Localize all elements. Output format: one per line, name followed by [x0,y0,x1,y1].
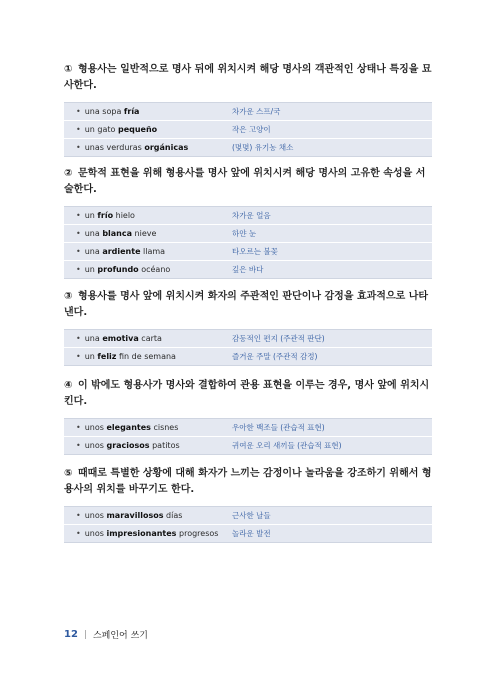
section-text: 형용사를 명사 앞에 위치시켜 화자의 주관적인 판단이나 감정을 효과적으로 나타낸다. [64,291,429,318]
section-number: ② [64,168,73,179]
example-text: unos [84,423,107,432]
example-row [64,120,432,138]
section-number: ③ [64,291,73,302]
example-text: una [84,229,103,238]
section-heading [64,166,432,198]
example-row [64,224,432,242]
spanish-example [64,125,232,134]
example-text: patitos [149,441,180,450]
bullet-icon: • [76,334,81,343]
adjective: feliz [97,352,117,361]
korean-translation: 감동적인 편지 (주관적 판단) [232,334,325,343]
example-text: fin de semana [116,352,176,361]
book-title: 스페인어 쓰기 [92,631,148,641]
section-heading [64,466,432,498]
example-text: carta [138,334,162,343]
example-text: un [84,265,98,274]
section-heading [64,289,432,321]
bullet-icon: • [76,143,81,152]
example-text: océano [138,265,171,274]
example-row [64,103,432,120]
example-text: unos [84,441,107,450]
example-text: un [84,352,98,361]
korean-translation: 우아한 백조들 (관습적 표현) [232,423,325,432]
bullet-icon: • [76,229,81,238]
example-text: progresos [176,529,219,538]
korean-translation: 즐거운 주말 (주관적 감정) [232,352,318,361]
spanish-example [64,334,232,343]
adjective: fría [123,107,140,116]
example-text: unas verduras [84,143,145,152]
section-4 [64,378,432,455]
section-text: 때때로 특별한 상황에 대해 화자가 느끼는 감정이나 놀라움을 강조하기 위해서 형용사의 위치를 바꾸기도 한다. [64,468,432,495]
bullet-icon: • [76,441,81,450]
example-text: unos [84,511,107,520]
example-text: hielo [113,211,135,220]
example-row [64,207,432,224]
korean-translation: 귀여운 오리 새끼들 (관습적 표현) [232,441,342,450]
example-text: nieve [132,229,157,238]
bullet-icon: • [76,423,81,432]
adjective: orgánicas [144,143,189,152]
adjective: maravillosos [106,511,164,520]
example-text: cisnes [150,423,179,432]
adjective: emotiva [102,334,139,343]
spanish-example [64,352,232,361]
adjective: frío [97,211,114,220]
korean-translation: 차가운 얼음 [232,211,271,220]
bullet-icon: • [76,511,81,520]
korean-translation: 깊은 바다 [232,265,264,274]
section-3 [64,289,432,366]
example-row [64,347,432,365]
spanish-example [64,441,232,450]
section-number: ① [64,64,73,75]
example-text: un gato [84,125,118,134]
example-text: una [84,334,103,343]
korean-translation: (몇몇) 유기농 채소 [232,143,294,152]
example-table [64,329,432,366]
section-number: ⑤ [64,468,73,479]
page-footer [64,628,148,641]
korean-translation: 하얀 눈 [232,229,257,238]
section-number: ④ [64,380,73,391]
adjective: impresionantes [106,529,177,538]
spanish-example [64,247,232,256]
section-heading [64,378,432,410]
bullet-icon: • [76,247,81,256]
spanish-example [64,511,232,520]
example-table [64,102,432,157]
example-table [64,418,432,455]
example-row [64,419,432,436]
korean-translation: 근사한 날들 [232,511,271,520]
bullet-icon: • [76,107,81,116]
example-row [64,436,432,454]
example-text: unos [84,529,107,538]
example-table [64,506,432,543]
footer-divider: | [83,629,87,640]
korean-translation: 차가운 스프/국 [232,107,281,116]
spanish-example [64,423,232,432]
section-text: 이 밖에도 형용사가 명사와 결합하여 관용 표현을 이루는 경우, 명사 앞에 위치시킨다. [64,380,430,407]
example-row [64,524,432,542]
adjective: graciosos [106,441,150,450]
example-text: días [163,511,183,520]
bullet-icon: • [76,211,81,220]
example-text: una [84,247,103,256]
adjective: elegantes [106,423,151,432]
adjective: profundo [97,265,139,274]
adjective: pequeño [117,125,158,134]
example-table [64,206,432,279]
bullet-icon: • [76,265,81,274]
spanish-example [64,229,232,238]
example-text: llama [140,247,166,256]
section-text: 문학적 표현을 위해 형용사를 명사 앞에 위치시켜 해당 명사의 고유한 속성을 서술한다. [64,168,426,195]
page-number: 12 [64,629,78,640]
example-row [64,260,432,278]
korean-translation: 타오르는 불꽃 [232,247,278,256]
example-row [64,330,432,347]
bullet-icon: • [76,352,81,361]
example-row [64,507,432,524]
section-1 [64,62,432,157]
section-heading [64,62,432,94]
bullet-icon: • [76,529,81,538]
section-text: 형용사는 일반적으로 명사 뒤에 위치시켜 해당 명사의 객관적인 상태나 특징을 묘사한다. [64,64,432,91]
korean-translation: 작은 고양이 [232,125,271,134]
adjective: ardiente [102,247,141,256]
spanish-example [64,211,232,220]
spanish-example [64,143,232,152]
example-text: un [84,211,98,220]
example-row [64,242,432,260]
section-2 [64,166,432,279]
korean-translation: 놀라운 발전 [232,529,271,538]
example-text: una sopa [84,107,124,116]
example-row [64,138,432,156]
section-5 [64,466,432,543]
spanish-example [64,107,232,116]
bullet-icon: • [76,125,81,134]
spanish-example [64,265,232,274]
adjective: blanca [102,229,133,238]
spanish-example [64,529,232,538]
